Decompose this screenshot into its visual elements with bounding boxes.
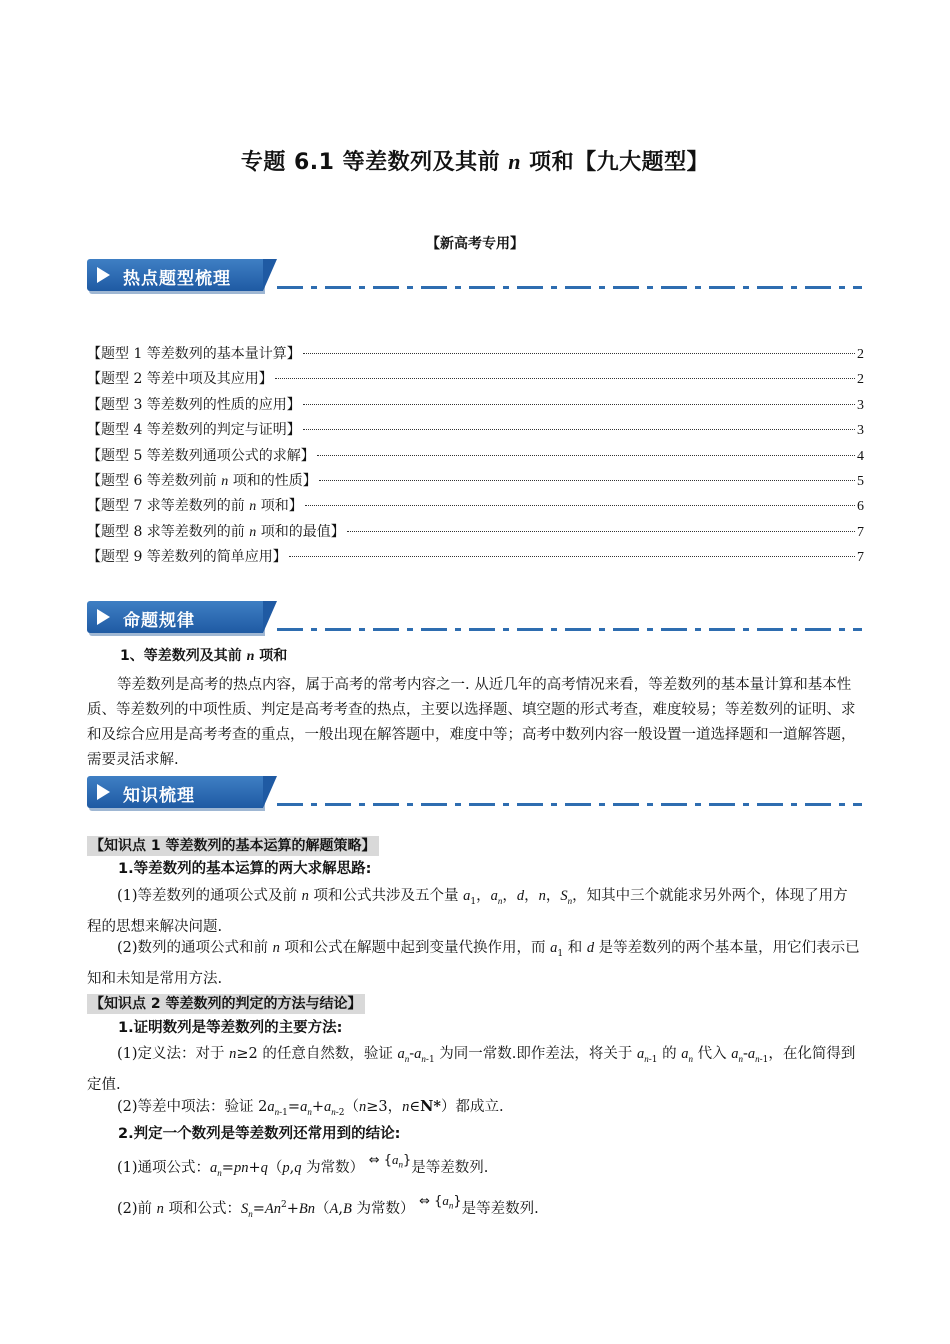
toc-entry[interactable]: 【题型 2 等差中项及其应用】 2 xyxy=(87,371,864,388)
kp1-heading: 1.等差数列的基本运算的两大求解思路: xyxy=(118,861,372,877)
toc-entry[interactable]: 【题型 1 等差数列的基本量计算】 2 xyxy=(87,346,864,362)
section-banner-rules: 命题规律 xyxy=(87,601,862,639)
dashed-divider xyxy=(277,286,862,289)
toc-leader-dots xyxy=(303,429,855,430)
toc-page-number: 3 xyxy=(857,423,864,439)
kp2-formula-general-term: (1)通项公式：$a_n=pn+q(p,q$ 为常数） ⇔ $\{a_n\}$是等差数列. xyxy=(117,1152,489,1178)
toc-page-number: 2 xyxy=(857,347,864,362)
toc-page-number: 2 xyxy=(857,372,864,388)
rules-body: 等差数列是高考的热点内容，属于高考的常考内容之一. 从近几年的高考情况来看，等差数列的基本量计算和基本性质、等差数列的中项性质、判定是高考考查的热点，主要以选择题、填空题的形式考查，难度较易；等差数列的证明、求和及综合应用是高考考查的重点，一般出现在解答题中，难度中等；高考中数列内容一般设置一道选择题和一道解答题，需要灵活求解. xyxy=(87,677,856,768)
page-subtitle: 【新高考专用】 xyxy=(426,236,524,252)
toc-entry[interactable]: 【题型 4 等差数列的判定与证明】 3 xyxy=(87,422,864,439)
dashed-divider xyxy=(277,803,862,806)
toc-entry[interactable]: 【题型 5 等差数列通项公式的求解】 4 xyxy=(87,447,864,464)
table-of-contents xyxy=(87,343,864,572)
kp2-definition-method: (1)定义法：对于 n≥2 的任意自然数，验证 $a_n-a_{n-1}$ 为同一常数.即作差法，将关于 $a_{n-1}$ 的 $a_n$ 代入 $a_n-a_{n-1}$，在化简得到定值. xyxy=(87,1046,856,1093)
toc-leader-dots xyxy=(305,505,855,506)
toc-entry[interactable]: 【题型 6 等差数列前 n 项和的性质】 5 xyxy=(87,472,864,489)
knowledge-point-1-tag: 【知识点 1 等差数列的基本运算的解题策略】 xyxy=(87,836,379,856)
toc-page-number: 6 xyxy=(857,499,864,515)
toc-leader-dots xyxy=(289,556,855,557)
kp1-paragraph-1: (1)等差数列的通项公式及前 n 项和公式共涉及五个量 $a_1$，$a_n$，d，n，$S_n$，知其中三个就能求另外两个，体现了用方程的思想来解决问题. xyxy=(87,888,848,935)
kp2-middle-term-method: (2)等差中项法：验证 $2a_{n-1}=a_n+a_{n-2}(n\ge 3$，n∈N*）都成立. xyxy=(117,1098,504,1118)
kp2-heading-1: 1.证明数列是等差数列的主要方法: xyxy=(118,1020,343,1036)
toc-entry[interactable]: 【题型 9 等差数列的简单应用】 7 xyxy=(87,549,864,566)
play-arrow-icon xyxy=(97,784,110,800)
toc-leader-dots xyxy=(303,353,855,354)
section-banner-toc: 热点题型梳理 xyxy=(87,259,862,297)
play-arrow-icon xyxy=(97,267,110,283)
toc-leader-dots xyxy=(303,404,855,405)
dashed-divider xyxy=(277,628,862,631)
toc-leader-dots xyxy=(275,378,855,379)
toc-entry[interactable]: 【题型 3 等差数列的性质的应用】 3 xyxy=(87,396,864,413)
toc-leader-dots xyxy=(317,455,855,456)
kp2-heading-2: 2.判定一个数列是等差数列还常用到的结论: xyxy=(118,1126,401,1142)
rules-heading: 1、等差数列及其前 n 项和 xyxy=(120,648,288,664)
page-title: 专题 6.1 等差数列及其前 n 项和【九大题型】 xyxy=(240,149,710,175)
toc-leader-dots xyxy=(319,480,855,481)
toc-page-number: 3 xyxy=(857,397,864,413)
kp2-formula-partial-sum: (2)前 n 项和公式：$S_n=An^2+Bn(A,B$ 为常数） ⇔ $\{a_n\}$是等差数列. xyxy=(117,1192,539,1219)
toc-page-number: 7 xyxy=(857,550,864,566)
toc-entry[interactable]: 【题型 8 求等差数列的前 n 项和的最值】 7 xyxy=(87,523,864,540)
play-arrow-icon xyxy=(97,609,110,625)
section-banner-knowledge: 知识梳理 xyxy=(87,776,862,814)
toc-leader-dots xyxy=(347,531,855,532)
toc-page-number: 5 xyxy=(857,473,864,489)
kp1-paragraph-2: (2)数列的通项公式和前 n 项和公式在解题中起到变量代换作用，而 $a_1$ 和 d 是等差数列的两个基本量，用它们表示已知和未知是常用方法. xyxy=(87,940,860,987)
toc-entry[interactable]: 【题型 7 求等差数列的前 n 项和】 6 xyxy=(87,498,864,515)
toc-page-number: 7 xyxy=(857,524,864,540)
toc-page-number: 4 xyxy=(857,448,864,464)
knowledge-point-2-tag: 【知识点 2 等差数列的判定的方法与结论】 xyxy=(87,994,365,1014)
